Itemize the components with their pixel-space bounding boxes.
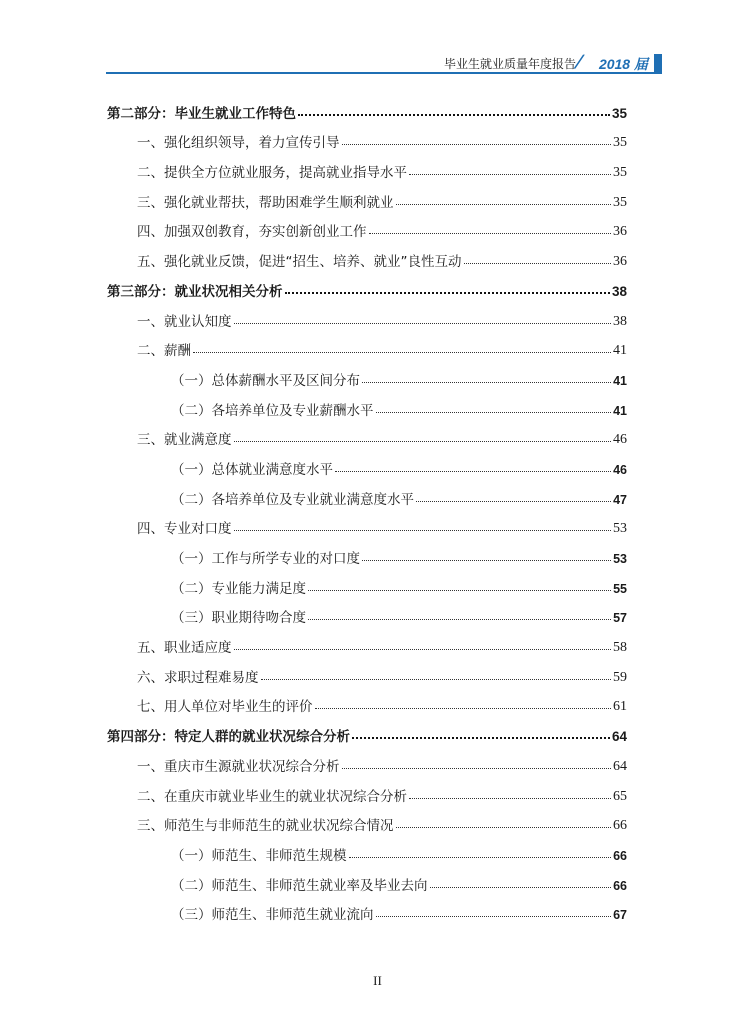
toc-entry[interactable] [107, 628, 627, 658]
toc-entry[interactable] [107, 213, 627, 243]
toc-entry-label: 七、用人单位对毕业生的评价 [137, 699, 313, 716]
toc-entry[interactable] [107, 153, 627, 183]
toc-dot-leader [349, 856, 612, 858]
toc-entry-label: （一）总体就业满意度水平 [171, 461, 333, 478]
toc-dot-leader [396, 826, 612, 828]
toc-entry-label: （三）职业期待吻合度 [171, 610, 306, 627]
toc-dot-leader [430, 886, 612, 888]
toc-entry-label: 四、加强双创教育，夯实创新创业工作 [137, 224, 367, 241]
toc-entry-page: 38 [613, 313, 627, 329]
toc-entry[interactable] [107, 896, 627, 926]
toc-dot-leader [342, 767, 612, 769]
toc-section-entry[interactable] [107, 272, 627, 302]
toc-entry-page: 41 [613, 373, 627, 388]
toc-entry-page: 47 [613, 492, 627, 507]
toc-entry-page: 53 [613, 552, 627, 566]
toc-entry-page: 35 [611, 105, 627, 121]
toc-dot-leader [416, 500, 611, 502]
toc-entry-page: 35 [613, 165, 627, 181]
toc-entry[interactable] [107, 361, 627, 391]
toc-dot-leader [464, 262, 612, 264]
toc-entry-label: 二、提供全方位就业服务，提高就业指导水平 [137, 165, 407, 182]
toc-entry[interactable] [107, 124, 627, 154]
toc-entry-label: 二、薪酬 [137, 343, 191, 360]
toc-entry[interactable] [107, 688, 627, 718]
toc-entry[interactable] [107, 836, 627, 866]
toc-dot-leader [396, 203, 612, 205]
toc-entry-page: 55 [613, 581, 627, 596]
toc-entry[interactable] [107, 658, 627, 688]
toc-entry-page: 66 [613, 818, 627, 834]
toc-dot-leader [335, 470, 611, 472]
toc-entry[interactable] [107, 302, 627, 332]
toc-dot-leader [308, 589, 611, 591]
toc-entry-page: 65 [613, 788, 627, 804]
toc-dot-leader [362, 381, 611, 383]
toc-dot-leader [362, 559, 611, 561]
toc-dot-leader [298, 113, 610, 116]
header-slash-decoration: / [572, 52, 586, 72]
page-header [106, 52, 662, 74]
toc-dot-leader [315, 707, 612, 709]
toc-entry[interactable] [107, 332, 627, 362]
toc-dot-leader [369, 232, 612, 234]
toc-dot-leader [193, 351, 611, 353]
toc-dot-leader [234, 322, 612, 324]
toc-entry[interactable] [107, 777, 627, 807]
toc-entry-page: 67 [613, 908, 627, 923]
toc-dot-leader [342, 143, 612, 145]
toc-entry-label: 三、师范生与非师范生的就业状况综合情况 [137, 818, 394, 835]
toc-entry[interactable] [107, 183, 627, 213]
toc-entry-label: 六、求职过程难易度 [137, 669, 259, 686]
toc-dot-leader [285, 291, 610, 294]
toc-entry-label: 四、专业对口度 [137, 521, 232, 538]
toc-entry-label: 二、在重庆市就业毕业生的就业状况综合分析 [137, 788, 407, 805]
toc-entry-page: 66 [613, 878, 627, 893]
toc-entry-page: 61 [613, 699, 627, 715]
toc-entry-label: （二）各培养单位及专业就业满意度水平 [171, 491, 414, 508]
toc-entry[interactable] [107, 747, 627, 777]
toc-dot-leader [352, 736, 610, 739]
header-title: 毕业生就业质量年度报告 [443, 57, 576, 71]
toc-dot-leader [376, 915, 612, 917]
toc-section-entry[interactable] [107, 717, 627, 747]
toc-entry-page: 58 [613, 640, 627, 656]
toc-entry-label: 三、强化就业帮扶，帮助困难学生顺利就业 [137, 194, 394, 211]
toc-entry-page: 41 [613, 343, 627, 359]
toc-entry-label: 五、职业适应度 [137, 640, 232, 657]
toc-dot-leader [234, 440, 612, 442]
toc-entry-page: 57 [613, 611, 627, 626]
toc-entry-page: 53 [613, 521, 627, 537]
toc-entry-label: （二）各培养单位及专业薪酬水平 [171, 402, 374, 419]
toc-entry[interactable] [107, 599, 627, 629]
toc-dot-leader [308, 618, 611, 620]
toc-entry-page: 38 [611, 283, 627, 299]
table-of-contents [107, 94, 627, 925]
toc-entry-label: （二）师范生、非师范生就业率及毕业去向 [171, 877, 428, 894]
toc-entry-label: 第三部分：就业状况相关分析 [107, 283, 283, 300]
toc-entry-label: 一、重庆市生源就业状况综合分析 [137, 758, 340, 775]
toc-entry-page: 59 [613, 669, 627, 685]
toc-entry[interactable] [107, 450, 627, 480]
toc-entry[interactable] [107, 866, 627, 896]
toc-dot-leader [261, 678, 612, 680]
toc-entry[interactable] [107, 510, 627, 540]
toc-entry[interactable] [107, 421, 627, 451]
header-rule [106, 72, 662, 74]
toc-entry[interactable] [107, 391, 627, 421]
toc-entry-page: 66 [613, 848, 627, 863]
toc-entry-label: （二）专业能力满足度 [171, 580, 306, 597]
toc-entry-page: 36 [613, 254, 627, 270]
toc-dot-leader [234, 529, 612, 531]
toc-entry[interactable] [107, 480, 627, 510]
toc-entry[interactable] [107, 569, 627, 599]
toc-entry-page: 46 [613, 432, 627, 448]
toc-entry-label: 三、就业满意度 [137, 432, 232, 449]
toc-entry-page: 64 [613, 758, 627, 774]
toc-entry-label: （一）工作与所学专业的对口度 [171, 551, 360, 567]
toc-entry-label: 第四部分：特定人群的就业状况综合分析 [107, 729, 350, 746]
header-year: 2018 届 [598, 56, 648, 72]
toc-dot-leader [376, 411, 612, 413]
toc-entry-label: 一、就业认知度 [137, 313, 232, 330]
toc-dot-leader [409, 173, 611, 175]
toc-entry[interactable] [107, 807, 627, 837]
toc-entry-label: 一、强化组织领导，着力宣传引导 [137, 135, 340, 152]
toc-dot-leader [409, 797, 611, 799]
toc-entry[interactable] [107, 539, 627, 569]
toc-entry[interactable] [107, 242, 627, 272]
toc-section-entry[interactable] [107, 94, 627, 124]
toc-entry-label: 五、强化就业反馈，促进“招生、培养、就业”良性互动 [137, 254, 462, 271]
toc-entry-page: 36 [613, 224, 627, 240]
toc-entry-label: （三）师范生、非师范生就业流向 [171, 907, 374, 924]
toc-dot-leader [234, 648, 612, 650]
page-number: II [373, 973, 382, 988]
toc-entry-label: 第二部分：毕业生就业工作特色 [107, 105, 296, 122]
header-block-decoration [654, 54, 662, 72]
toc-entry-page: 41 [613, 403, 627, 418]
toc-entry-page: 35 [613, 194, 627, 210]
toc-entry-page: 64 [611, 729, 627, 745]
toc-entry-page: 35 [613, 135, 627, 151]
toc-entry-label: （一）总体薪酬水平及区间分布 [171, 372, 360, 389]
toc-entry-label: （一）师范生、非师范生规模 [171, 847, 347, 864]
toc-entry-page: 46 [613, 462, 627, 477]
